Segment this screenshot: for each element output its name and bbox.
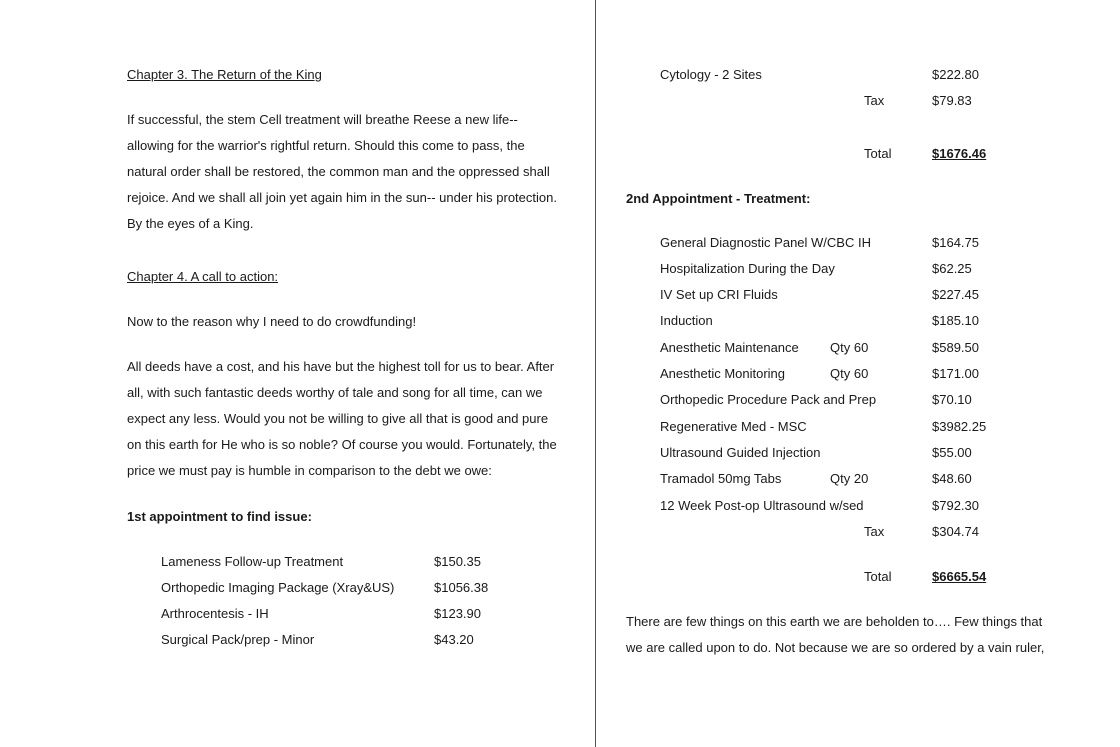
invoice-item-qty: Qty 60	[830, 366, 869, 381]
invoice-item-name: Anesthetic Maintenance	[660, 340, 799, 355]
closing-line: we are called upon to do. Not because we are so ordered by a vain ruler,	[626, 640, 1045, 655]
right-page	[597, 0, 1120, 747]
tax-label: Tax	[864, 93, 885, 108]
chapter-4-line: all, with such fantastic deeds worthy of tale and song for all time, can we	[127, 385, 543, 400]
invoice-item-name: Ultrasound Guided Injection	[660, 445, 821, 460]
invoice-item-price: $70.10	[932, 392, 972, 407]
invoice-item-name: IV Set up CRI Fluids	[660, 287, 778, 302]
invoice-item-name: Surgical Pack/prep - Minor	[161, 632, 315, 647]
total-value: $6665.54	[932, 569, 987, 584]
invoice-item-name: Orthopedic Procedure Pack and Prep	[660, 392, 877, 407]
page-divider	[595, 0, 596, 747]
tax-label: Tax	[864, 524, 885, 539]
invoice-item-name: Arthrocentesis - IH	[161, 606, 269, 621]
invoice-item-name: 12 Week Post-op Ultrasound w/sed	[660, 498, 864, 513]
invoice-item-price: $123.90	[434, 606, 481, 621]
appointment-1-heading: 1st appointment to find issue:	[127, 509, 312, 524]
invoice-item-qty: Qty 60	[830, 340, 869, 355]
invoice-item-name: Anesthetic Monitoring	[660, 366, 786, 381]
appointment-2-heading: 2nd Appointment - Treatment:	[626, 191, 811, 206]
invoice-item-name: Cytology - 2 Sites	[660, 67, 762, 82]
invoice-item-price: $227.45	[932, 287, 979, 302]
chapter-3-line: By the eyes of a King.	[127, 216, 254, 231]
invoice-item-price: $43.20	[434, 632, 474, 647]
invoice-item-price: $185.10	[932, 313, 979, 328]
invoice-item-name: Hospitalization During the Day	[660, 261, 835, 276]
invoice-item-name: Lameness Follow-up Treatment	[161, 554, 344, 569]
tax-value: $304.74	[932, 524, 979, 539]
chapter-3-line: allowing for the warrior's rightful return. Should this come to pass, the	[127, 138, 525, 153]
invoice-item-price: $62.25	[932, 261, 972, 276]
chapter-4-line: All deeds have a cost, and his have but the highest toll for us to bear. After	[127, 359, 555, 374]
chapter-3-heading: Chapter 3. The Return of the King	[127, 67, 322, 82]
chapter-4-line: expect any less. Would you not be willing to give all that is good and pure	[127, 411, 549, 426]
total-label: Total	[864, 569, 892, 584]
invoice-item-price: $1056.38	[434, 580, 489, 595]
invoice-item-name: General Diagnostic Panel W/CBC IH	[660, 235, 871, 250]
invoice-item-name: Regenerative Med - MSC	[660, 419, 807, 434]
total-label: Total	[864, 146, 892, 161]
invoice-item-price: $171.00	[932, 366, 979, 381]
invoice-item-price: $222.80	[932, 67, 979, 82]
chapter-3-line: natural order shall be restored, the common man and the oppressed shall	[127, 164, 550, 179]
invoice-item-price: $150.35	[434, 554, 481, 569]
invoice-item-price: $792.30	[932, 498, 979, 513]
chapter-4-heading: Chapter 4. A call to action:	[127, 269, 279, 284]
invoice-item-price: $3982.25	[932, 419, 987, 434]
invoice-item-name: Induction	[660, 313, 713, 328]
invoice-item-name: Orthopedic Imaging Package (Xray&US)	[161, 580, 395, 595]
chapter-3-line: If successful, the stem Cell treatment will breathe Reese a new life--	[127, 112, 518, 127]
chapter-4-line: price we must pay is humble in comparison to the debt we owe:	[127, 463, 492, 478]
chapter-4-intro: Now to the reason why I need to do crowdfunding!	[127, 314, 417, 329]
total-value: $1676.46	[932, 146, 987, 161]
invoice-item-price: $55.00	[932, 445, 972, 460]
invoice-item-qty: Qty 20	[830, 471, 869, 486]
invoice-item-name: Tramadol 50mg Tabs	[660, 471, 782, 486]
invoice-item-price: $589.50	[932, 340, 979, 355]
chapter-4-line: on this earth for He who is so noble? Of course you would. Fortunately, the	[127, 437, 557, 452]
invoice-item-price: $164.75	[932, 235, 979, 250]
invoice-item-price: $48.60	[932, 471, 972, 486]
chapter-3-line: rejoice. And we shall all join yet again him in the sun-- under his protection.	[127, 190, 557, 205]
closing-line: There are few things on this earth we are beholden to…. Few things that	[626, 614, 1043, 629]
tax-value: $79.83	[932, 93, 972, 108]
